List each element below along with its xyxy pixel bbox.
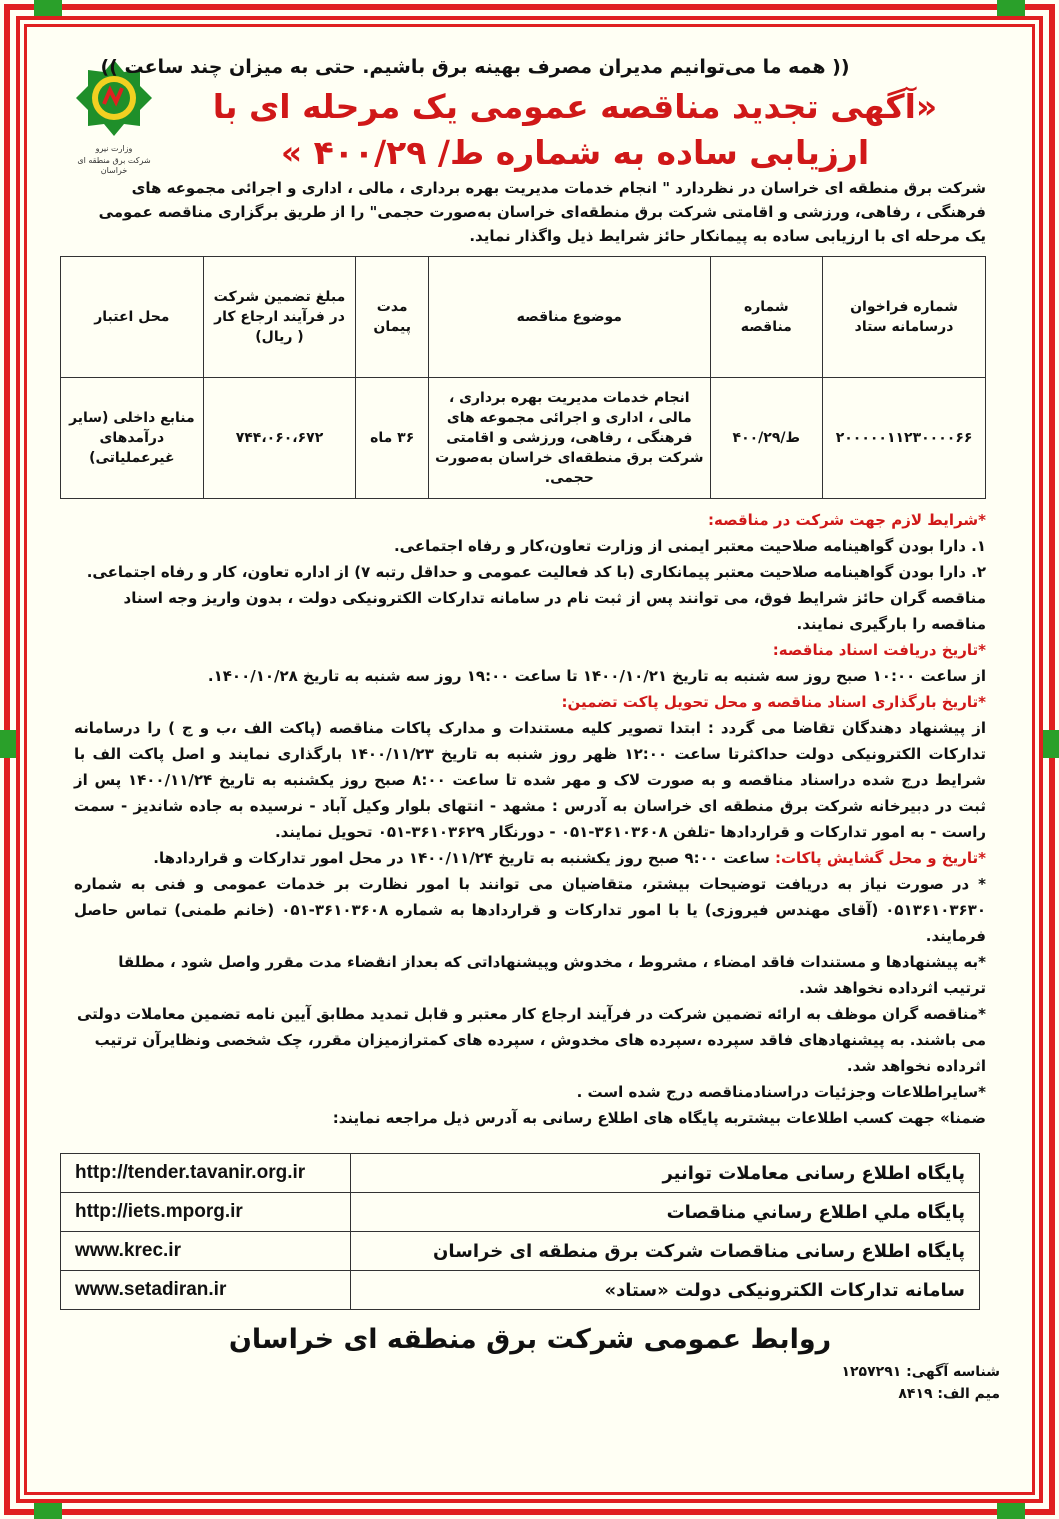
footer-meta — [60, 1361, 1000, 1405]
condition-item-2: ۲. دارا بودن گواهینامه صلاحیت معتبر پیمانکاری (با کد فعالیت عمومی و حداقل رتبه ۷) از اداره تعاون، کار و رفاه اجتماعی. — [86, 563, 986, 581]
upload-heading: *تاریخ بارگذاری اسناد مناقصه و محل تحویل پاکت تضمین: — [561, 693, 986, 711]
links-table — [60, 1153, 980, 1310]
table-row — [61, 1232, 980, 1271]
title-line-1: «آگهی تجدید مناقصه عمومی یک مرحله ای با — [212, 87, 938, 126]
footer-title: روابط عمومی شرکت برق منطقه ای خراسان — [228, 1324, 832, 1355]
col-header-guarantee: مبلغ تضمین شرکت در فرآیند ارجاع کار ( ریال) — [203, 257, 356, 378]
page-title — [60, 84, 1000, 176]
table-header-row — [61, 257, 986, 378]
note-invalid-bids: *به پیشنهادها و مستندات فاقد امضاء ، مشروط ، مخدوش وپیشنهاداتی که بعداز انقضاء مدت مقرر واصل شود ، مطلقا ترتیب اثرداده نخواهد شد. — [118, 953, 986, 997]
opening-text: ساعت ۹:۰۰ صبح روز یکشنبه به تاریخ ۱۴۰۰/۱۱/۲۴ در محل امور تدارکات و قراردادها. — [153, 849, 770, 867]
cell-tender-number: ط/۴۰۰/۲۹ — [710, 378, 823, 499]
col-header-tender-number: شماره مناقصه — [710, 257, 823, 378]
link-url[interactable]: www.setadiran.ir — [61, 1271, 351, 1310]
tender-table — [60, 256, 986, 499]
table-row — [61, 1193, 980, 1232]
note-details: *سایراطلاعات وجزئیات دراسنادمناقصه درج شده است . — [576, 1083, 986, 1101]
note-more-info: ضمنا» جهت کسب اطلاعات بیشتربه پایگاه های اطلاع رسانی به آدرس ذیل مراجعه نمایند: — [332, 1109, 986, 1127]
opening-row — [74, 845, 986, 871]
mim-code: میم الف: ۸۴۱۹ — [898, 1386, 1000, 1402]
slogan: (( همه ما می‌توانیم مدیران مصرف بهینه برق باشیم. حتی به میزان چند ساعت )) — [100, 56, 850, 78]
col-header-call-number: شماره فراخوان درسامانه ستاد — [823, 257, 986, 378]
conditions-note: مناقصه گران حائز شرایط فوق، می توانند پس از ثبت نام در سامانه تدارکات الکترونیکی دولت ، بدون واریز وجه اسناد مناقصه را بارگیری نمایند. — [123, 589, 986, 633]
condition-item-1: ۱. دارا بودن گواهینامه صلاحیت معتبر ایمنی از وزارت تعاون،کار و رفاه اجتماعی. — [393, 537, 986, 555]
col-header-funding: محل اعتبار — [61, 257, 204, 378]
note-guarantee: *مناقصه گران موظف به ارائه تضمین شرکت در فرآیند ارجاع کار معتبر و قابل تمدید مطابق آیین نامه تضمین معاملات دولتی می باشند. به پیشنهادهای فاقد سپرده ،سپرده های مخدوش ، سپرده های کمترازمیزان مقرر، چک شخصی ونظایرآن ترتیب اثرداده نخواهد شد. — [76, 1005, 986, 1075]
table-row — [61, 1271, 980, 1310]
logo-company-label: شرکت برق منطقه ای خراسان — [77, 156, 151, 175]
link-url[interactable]: http://tender.tavanir.org.ir — [61, 1154, 351, 1193]
link-url[interactable]: www.krec.ir — [61, 1232, 351, 1271]
opening-heading: *تاریخ و محل گشایش پاکات: — [774, 849, 986, 867]
col-header-duration: مدت پیمان — [356, 257, 429, 378]
title-line-2: ارزیابی ساده به شماره ط/ ۴۰۰/۲۹ » — [280, 133, 870, 172]
link-label: پایگاه ملي اطلاع رساني مناقصات — [351, 1193, 980, 1232]
cell-guarantee: ۷۴۴،۰۶۰،۶۷۲ — [203, 378, 356, 499]
border-tab-top-left — [34, 0, 62, 16]
logo-ministry-label: وزارت نیرو — [95, 144, 133, 153]
receive-heading: *تاریخ دریافت اسناد مناقصه: — [772, 641, 986, 659]
border-tab-bottom-right — [997, 1503, 1025, 1519]
ad-id: شناسه آگهی: ۱۲۵۷۲۹۱ — [841, 1364, 1000, 1380]
border-tab-left-mid — [0, 730, 16, 758]
link-url[interactable]: http://iets.mporg.ir — [61, 1193, 351, 1232]
conditions-heading: *شرایط لازم جهت شرکت در مناقصه: — [707, 511, 986, 529]
conditions-section — [60, 507, 1000, 1131]
intro-paragraph: شرکت برق منطقه ای خراسان در نظردارد " انجام خدمات مدیریت بهره برداری ، مالی ، اداری و اجرائی مجموعه های فرهنگی ، رفاهی، ورزشی و اقامتی شرکت برق منطقه‌ای خراسان به‌صورت حجمی" را از طریق برگزاری مناقصه عمومی یک مرحله ای با ارزیابی ساده به پیمانکار حائز شرایط ذیل واگذار نماید. — [98, 179, 986, 245]
receive-text: از ساعت ۱۰:۰۰ صبح روز سه شنبه به تاریخ ۱۴۰۰/۱۰/۲۱ تا ساعت ۱۹:۰۰ روز سه شنبه به تاریخ ۱۴۰۰/۱۰/۲۸. — [207, 667, 986, 685]
cell-call-number: ۲۰۰۰۰۰۱۱۲۳۰۰۰۰۶۶ — [823, 378, 986, 499]
advertisement-content — [60, 50, 1000, 1405]
table-row — [61, 1154, 980, 1193]
border-tab-bottom-left — [34, 1503, 62, 1519]
cell-funding: منابع داخلی (سایر درآمدهای غیرعملیاتی) — [61, 378, 204, 499]
upload-text: از پیشنهاد دهندگان تقاضا می گردد : ابتدا تصویر کلیه مستندات و مدارک پاکات مناقصه (پاکت الف ،ب و ج ) را درسامانه تدارکات الکترونیکی دولت حداکثرتا ساعت ۱۲:۰۰ ظهر روز شنبه به تاریخ ۱۴۰۰/۱۱/۲۳ بارگذاری نمایند و اصل پاکت الف با شرایط درج شده دراسناد مناقصه و به صورت لاک و مهر شده تا ساعت ۸:۰۰ صبح روز یکشنبه به تاریخ ۱۴۰۰/۱۱/۲۴ پس از ثبت در دبیرخانه شرکت برق منطقه ای خراسان به آدرس : مشهد - انتهای بلوار وکیل آباد - نرسیده به جاده شاندیز - سمت راست - به امور تدارکات و قراردادها -تلفن ۳۶۱۰۳۶۰۸-۰۵۱ - دورنگار ۳۶۱۰۳۶۲۹-۰۵۱ تحویل نمایند. — [74, 719, 987, 841]
link-label: پایگاه اطلاع رسانی معاملات توانیر — [351, 1154, 980, 1193]
border-tab-right-mid — [1043, 730, 1059, 758]
table-row — [61, 378, 986, 499]
col-header-subject: موضوع مناقصه — [429, 257, 710, 378]
cell-subject: انجام خدمات مدیریت بهره برداری ، مالی ، اداری و اجرائی مجموعه های فرهنگی ، رفاهی، ورزشی و اقامتی شرکت برق منطقه‌ای خراسان به‌صورت حجمی. — [429, 378, 710, 499]
link-label: پایگاه اطلاع رسانی مناقصات شرکت برق منطقه ای خراسان — [351, 1232, 980, 1271]
border-tab-top-right — [997, 0, 1025, 16]
link-label: سامانه تدارکات الکترونیکی دولت «ستاد» — [351, 1271, 980, 1310]
note-contact: * در صورت نیاز به دریافت توضیحات بیشتر، متقاضیان می توانند با امور نظارت بر خدمات عمومی و فنی به شماره ۰۵۱۳۶۱۰۳۶۳۰ (آقای مهندس فیروزی) یا با امور تدارکات و قراردادها به شماره ۳۶۱۰۳۶۰۸-۰۵۱ (خانم طمنی) تماس حاصل فرمایند. — [74, 875, 986, 945]
cell-duration: ۳۶ ماه — [356, 378, 429, 499]
